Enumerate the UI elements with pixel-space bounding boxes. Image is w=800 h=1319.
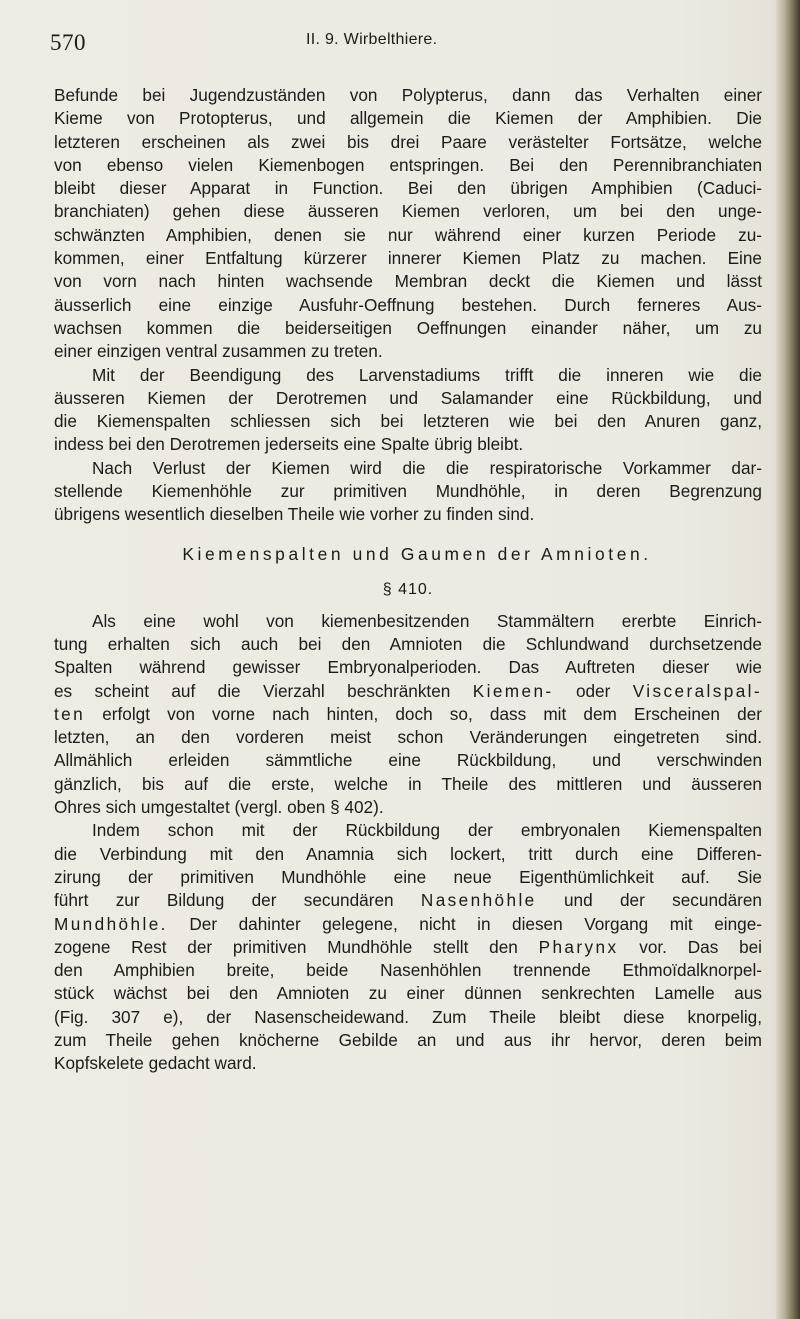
text-line: Ohres sich umgestaltet (vergl. oben § 402). [54,797,384,818]
book-gutter-shadow [776,0,800,1319]
text-line: branchiaten) gehen diese äusseren Kiemen verloren, um bei den unge- [54,201,762,222]
page-number: 570 [50,30,86,55]
text-run: führt zur Bildung der secundären [54,890,394,911]
text-line: indess bei den Derotremen jederseits eine Spalte übrig bleibt. [54,434,524,455]
text-line: letzteren erscheinen als zwei bis drei Paare verästelter Fortsätze, welche [54,131,762,152]
text-line: (Fig. 307 e), der Nasenscheidewand. Zum Theile bleibt diese knorpelig, [54,1006,762,1027]
page-header [50,30,750,70]
text-line: von vorn nach hinten wachsende Membran deckt die Kiemen und lässt [54,271,762,292]
text-line: den Amphibien breite, beide Nasenhöhlen trennende Ethmoïdalknorpel- [54,960,762,981]
text-run: Der dahinter gelegene, nicht in diesen Vorgang mit einge- [189,913,762,934]
text-run: vor. Das bei [639,936,763,957]
text-line: Kopfskelete gedacht ward. [54,1053,257,1074]
text-line: letzten, an den vorderen meist schon Veränderungen eingetreten sind. [54,727,762,748]
text-line: bleibt dieser Apparat in Function. Bei den übrigen Amphibien (Caduci- [54,178,762,199]
text-line: Allmählich erleiden sämmtliche eine Rückbildung, und verschwinden [54,750,762,771]
text-line [54,889,762,912]
text-line: Als eine wohl von kiemenbesitzenden Stammältern ererbte Einrich- [92,610,762,631]
body-text [54,84,762,1076]
text-line [54,913,762,936]
section-heading: Kiemenspalten und Gaumen der Amnioten. [182,543,652,564]
text-line: Kieme von Protopterus, und allgemein die Kiemen der Amphibien. Die [54,108,762,129]
text-run: und der secundären [563,890,762,911]
text-line: zum Theile gehen knöcherne Gebilde an und aus ihr hervor, deren beim [54,1029,762,1050]
paragraph-1 [54,84,762,364]
text-line: übrigens wesentlich dieselben Theile wie vorher zu finden sind. [54,504,535,525]
text-run: zogene Rest der primitiven Mundhöhle stellt den [54,936,518,957]
emphasis-term: Nasenhöhle [420,890,537,911]
emphasis-term: Kiemen- [472,680,554,701]
paragraph-3 [54,457,762,527]
paragraph-4 [54,610,762,820]
text-line: stellende Kiemenhöhle zur primitiven Mundhöhle, in deren Begrenzung [54,481,762,502]
section-number: § 410. [382,580,434,598]
text-line: die Verbindung mit den Anamnia sich lockert, tritt durch eine Differen- [54,843,762,864]
text-run: erfolgt von vorne nach hinten, doch so, dass mit dem Erscheinen der [102,703,762,724]
text-line: zirung der primitiven Mundhöhle eine neue Eigenthümlichkeit auf. Sie [54,866,762,887]
text-line: einer einzigen ventral zusammen zu treten. [54,341,383,362]
emphasis-term: Visceralspal- [632,680,763,701]
text-line [54,703,762,726]
text-run: es scheint auf die Vierzahl beschränkten [54,680,451,701]
emphasis-term: ten [54,703,86,724]
paragraph-2 [54,364,762,457]
running-head: II. 9. Wirbelthiere. [306,31,438,48]
emphasis-term: Mundhöhle. [54,913,168,934]
text-line: äusseren Kiemen der Derotremen und Salamander eine Rückbildung, und [54,387,762,408]
text-line [54,680,762,703]
text-line [54,936,762,959]
text-line: tung erhalten sich auch bei den Amnioten die Schlundwand durchsetzende [54,633,762,654]
text-line: wachsen kommen die beiderseitigen Oeffnungen einander näher, um zu [54,317,762,338]
text-line: die Kiemenspalten schliessen sich bei letzteren wie bei den Anuren ganz, [54,411,762,432]
spacer [54,527,762,539]
text-line: stück wächst bei den Amnioten zu einer dünnen senkrechten Lamelle aus [54,983,762,1004]
text-line: schwänzten Amphibien, denen sie nur während einer kurzen Periode zu- [54,224,762,245]
paragraph-5 [54,819,762,1075]
text-line: von ebenso vielen Kiemenbogen entspringen. Bei den Perennibranchiaten [54,154,762,175]
text-line: Nach Verlust der Kiemen wird die die respiratorische Vorkammer dar- [92,457,762,478]
text-line: Befunde bei Jugendzuständen von Polypterus, dann das Verhalten einer [54,85,762,105]
emphasis-term: Pharynx [538,936,619,957]
text-line: Indem schon mit der Rückbildung der embryonalen Kiemenspalten [92,820,762,841]
text-line: kommen, einer Entfaltung kürzerer innerer Kiemen Platz zu machen. Eine [54,248,762,269]
text-line: Mit der Beendigung des Larvenstadiums trifft die inneren wie die [92,364,762,385]
text-line: gänzlich, bis auf die erste, welche in Theile des mittleren und äusseren [54,773,762,794]
text-run: oder [575,680,611,701]
text-line: äusserlich eine einzige Ausfuhr-Oeffnung bestehen. Durch ferneres Aus- [54,294,762,315]
text-line: Spalten während gewisser Embryonalperioden. Das Auftreten dieser wie [54,657,762,678]
